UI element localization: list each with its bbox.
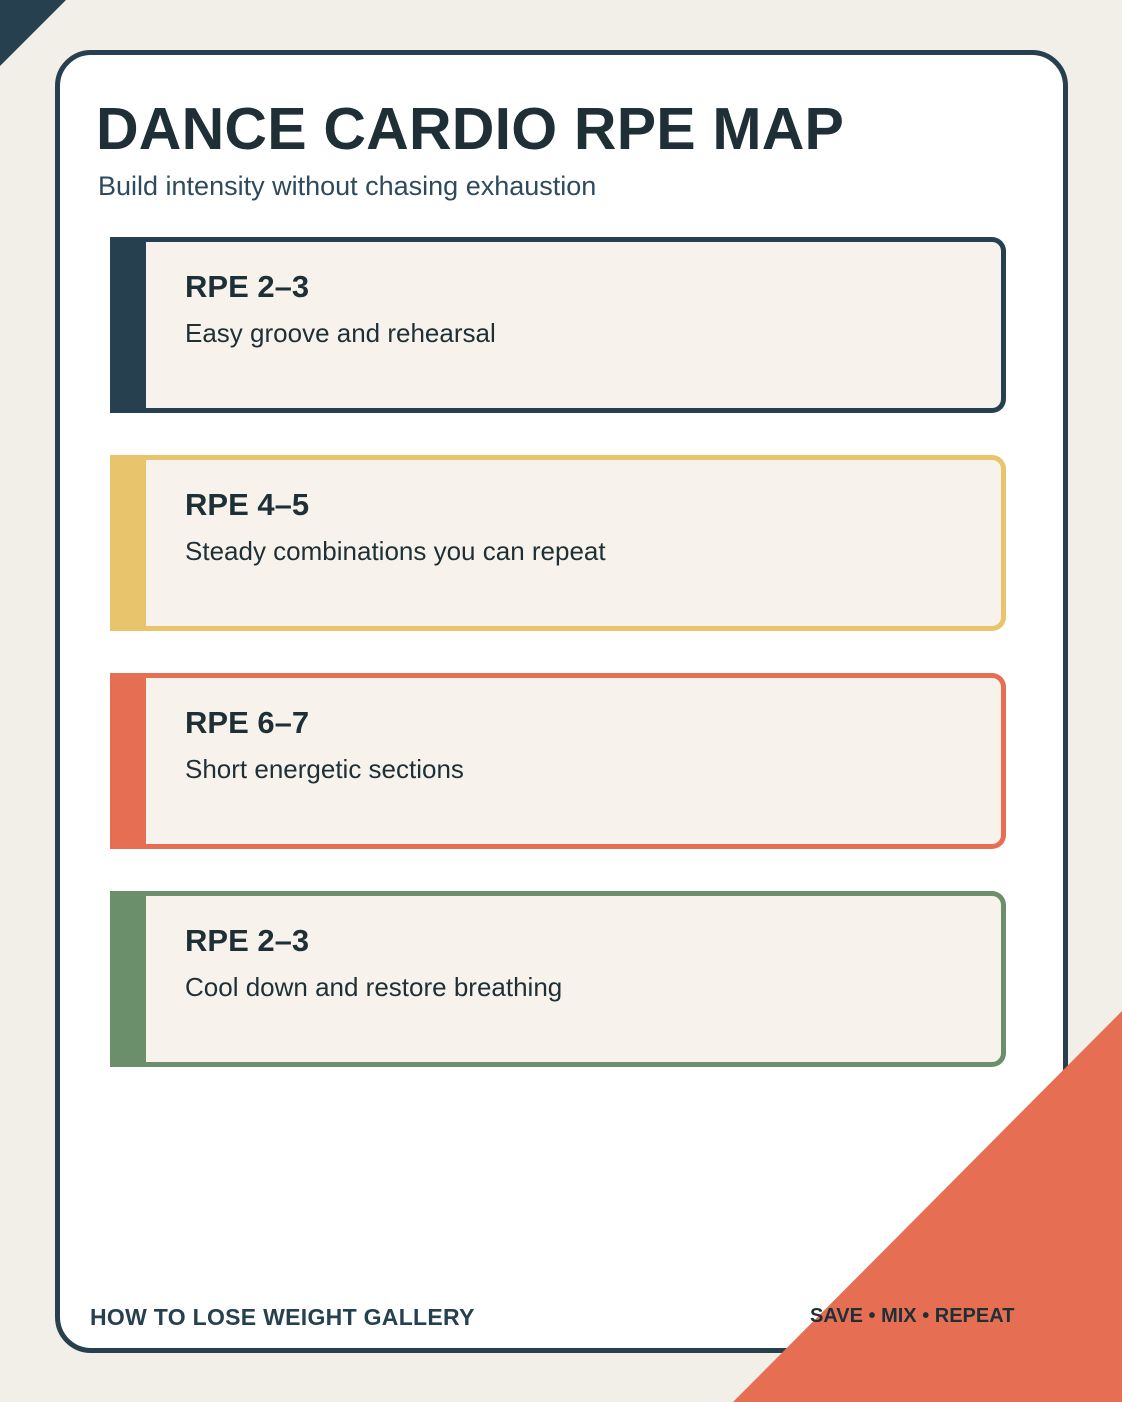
zone-accent-bar	[110, 673, 146, 849]
footer-tagline: SAVE • MIX • REPEAT	[810, 1305, 1015, 1327]
rpe-zone-1	[110, 237, 1006, 413]
zone-rpe-label: RPE 2–3	[185, 923, 310, 958]
zone-accent-bar	[110, 455, 146, 631]
zone-description: Steady combinations you can repeat	[185, 536, 606, 566]
zone-rpe-label: RPE 2–3	[185, 269, 310, 304]
page-title: DANCE CARDIO RPE MAP	[96, 96, 845, 162]
zone-accent-bar	[110, 237, 146, 413]
rpe-zone-3	[110, 673, 1006, 849]
rpe-zone-2	[110, 455, 1006, 631]
zone-description: Easy groove and rehearsal	[185, 318, 496, 348]
zone-rpe-label: RPE 6–7	[185, 705, 310, 740]
zone-description: Short energetic sections	[185, 754, 464, 784]
zone-rpe-label: RPE 4–5	[185, 487, 310, 522]
page-subtitle: Build intensity without chasing exhaustion	[98, 171, 597, 201]
rpe-zone-4	[110, 891, 1006, 1067]
zone-description: Cool down and restore breathing	[185, 972, 563, 1002]
footer-brand: HOW TO LOSE WEIGHT GALLERY	[90, 1304, 475, 1330]
zone-accent-bar	[110, 891, 146, 1067]
corner-triangle-top-left	[0, 0, 66, 66]
